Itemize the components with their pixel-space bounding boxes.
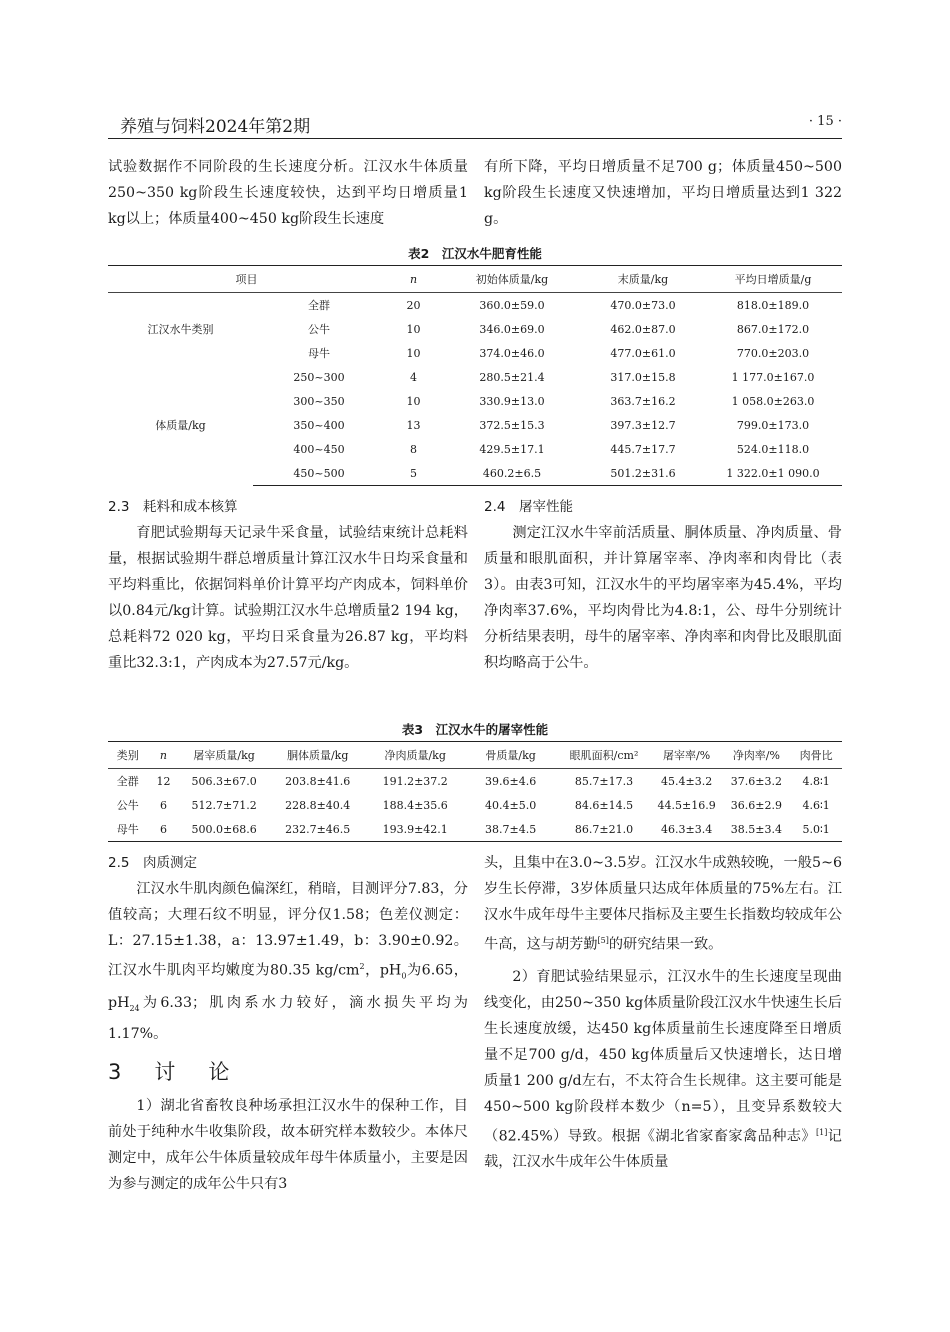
top-right-paragraph: 有所下降，平均日增质量不足700 g；体质量450~500 kg阶段生长速度又快速增加，平均日增质量达到1 322 g。 (484, 159, 842, 227)
table-row: 母牛 6 500.0±68.6 232.7±46.5 193.9±42.1 38.7±4.5 86.7±21.0 46.3±3.4 38.5±3.4 5.0∶1 (108, 817, 842, 842)
header-cell: 末质量/kg (582, 266, 704, 293)
table-row: 江汉水牛类别 全群 20 360.0±59.0 470.0±73.0 818.0±189.0 (108, 293, 842, 318)
table2-caption: 表2 江汉水牛肥育性能 (408, 246, 542, 261)
paragraph: 测定江汉水牛宰前活质量、胴体质量、净肉质量、骨质量和眼肌面积，并计算屠宰率、净肉率和肉骨比（表3）。由表3可知，江汉水牛的平均屠宰率为45.4%，平均净肉率37.6%，平均肉骨比为4.8:1，公、母牛分别统计分析结果表明，母牛的屠宰率、净肉率和肉骨比及眼肌面积均略高于公牛。 (484, 525, 842, 671)
top-left-paragraph: 试验数据作不同阶段的生长速度分析。江汉水牛体质量250~350 kg阶段生长速度较快，达到平均日增质量1 kg以上；体质量400~450 kg阶段生长速度 (108, 159, 468, 227)
table-row: 公牛 6 512.7±71.2 228.8±40.4 188.4±35.6 40.4±5.0 84.6±14.5 44.5±16.9 36.6±2.9 4.6∶1 (116, 798, 830, 812)
discussion-heading: 3 讨 论 (108, 1060, 236, 1085)
table2 (108, 265, 842, 486)
table-row: 450~500 5 460.2±6.5 501.2±31.6 1 322.0±1 090.0 (108, 461, 842, 486)
table-header-row: 类别 n 屠宰质量/kg 胴体质量/kg 净肉质量/kg 骨质量/kg 眼肌面积/cm² 屠宰率/% 净肉率/% 肉骨比 (108, 742, 842, 769)
table3 (108, 741, 842, 842)
table3-caption: 表3 江汉水牛的屠宰性能 (401, 722, 549, 737)
section-2-5 (108, 850, 468, 1197)
section-heading: 2.3 耗料和成本核算 (108, 499, 238, 515)
table-row: 400~450 8 429.5±17.1 445.7±17.7 524.0±118.0 (293, 442, 810, 456)
running-header (108, 108, 842, 139)
paragraph: 2）育肥试验结果显示，江汉水牛的生长速度呈现曲线变化，由250~350 kg体质量阶段江汉水牛快速生长后生长速度放缓，达450 kg体质量前生长速度降至日增质量不足700 g/d，450 kg体质量后又快速增长，达日增质量1 200 g/d左右，不太符合生长规律。这主要可能是450~500 kg阶段样本数少（n=5），且变异系数较大（82.45%）导致。根据《湖北省家畜家禽品种志》[1]记载，江汉水牛成年公牛体质量 (484, 968, 842, 1171)
section-heading: 2.4 屠宰性能 (484, 499, 573, 515)
section-2-3 (108, 494, 468, 676)
header-cell: 项目 (108, 266, 385, 293)
header-cell: 初始体质量/kg (442, 266, 582, 293)
paragraph: 江汉水牛肌肉颜色偏深红，稍暗，目测评分7.83，分值较高；大理石纹不明显，评分仅1.58；色差仪测定：L：27.15±1.38，a：13.97±1.49，b：3.90±0.92。江汉水牛肌肉平均嫩度为80.35 $kg/cm^2$，$pH_0$为6.65，$pH_{24}$为6.33；肌肉系水力较好，滴水损失平均为1.17%。 (108, 881, 468, 1043)
group-label: 江汉水牛类别 (147, 323, 214, 336)
table-row: 全群 12 506.3±67.0 203.8±41.6 191.2±37.2 39.6±4.6 85.7±17.3 45.4±3.2 37.6±3.2 4.8∶1 (116, 774, 830, 788)
header-cell: 平均日增质量/g (704, 266, 842, 293)
paragraph: 1）湖北省畜牧良种场承担江汉水牛的保种工作，目前处于纯种水牛收集阶段，故本研究样本数较少。本体尺测定中，成年公牛体质量较成年母牛体质量小，主要是因为参与测定的成年公牛只有3 (108, 1098, 468, 1193)
table-row: 300~350 10 330.9±13.0 363.7±16.2 1 058.0±263.0 (293, 394, 815, 408)
citation-ref[interactable]: [1] (816, 1127, 828, 1137)
section-heading: 2.5 肉质测定 (108, 855, 197, 871)
citation-ref[interactable]: [5] (597, 936, 609, 945)
table-row: 母牛 10 374.0±46.0 477.0±61.0 770.0±203.0 (308, 346, 810, 360)
journal-title: 养殖与饲料2024年第2期 (120, 117, 311, 137)
table-row: 公牛 10 346.0±69.0 462.0±87.0 867.0±172.0 (308, 322, 810, 336)
table-row: 350~400 13 372.5±15.3 397.3±12.7 799.0±173.0 (293, 418, 810, 432)
table-header-row (108, 266, 842, 293)
header-cell: n (385, 266, 442, 293)
right-bottom-column (484, 850, 842, 1175)
paragraph: 头，且集中在3.0~3.5岁。江汉水牛成熟较晚，一般5~6岁生长停滞，3岁体质量只达成年体质量的75%左右。江汉水牛成年母牛主要体尺指标及主要生长指数均较成年公牛高，这与胡芳勤[5]的研究结果一致。 (484, 855, 842, 953)
group-label: 体质量/kg (155, 419, 206, 433)
section-2-4 (484, 494, 842, 676)
paragraph: 育肥试验期每天记录牛采食量，试验结束统计总耗料量，根据试验期牛群总增质量计算江汉水牛日均采食量和平均料重比，依据饲料单价计算平均产肉成本，饲料单价以0.84元/kg计算。试验期江汉水牛总增质量2 194 kg，总耗料72 020 kg，平均日采食量为26.87 kg，平均料重比32.3:1，产肉成本为27.57元/kg。 (108, 525, 468, 671)
table-row: 体质量/kg 250~300 4 280.5±21.4 317.0±15.8 1 177.0±167.0 (108, 365, 842, 389)
page-number: · 15 · (808, 114, 842, 129)
